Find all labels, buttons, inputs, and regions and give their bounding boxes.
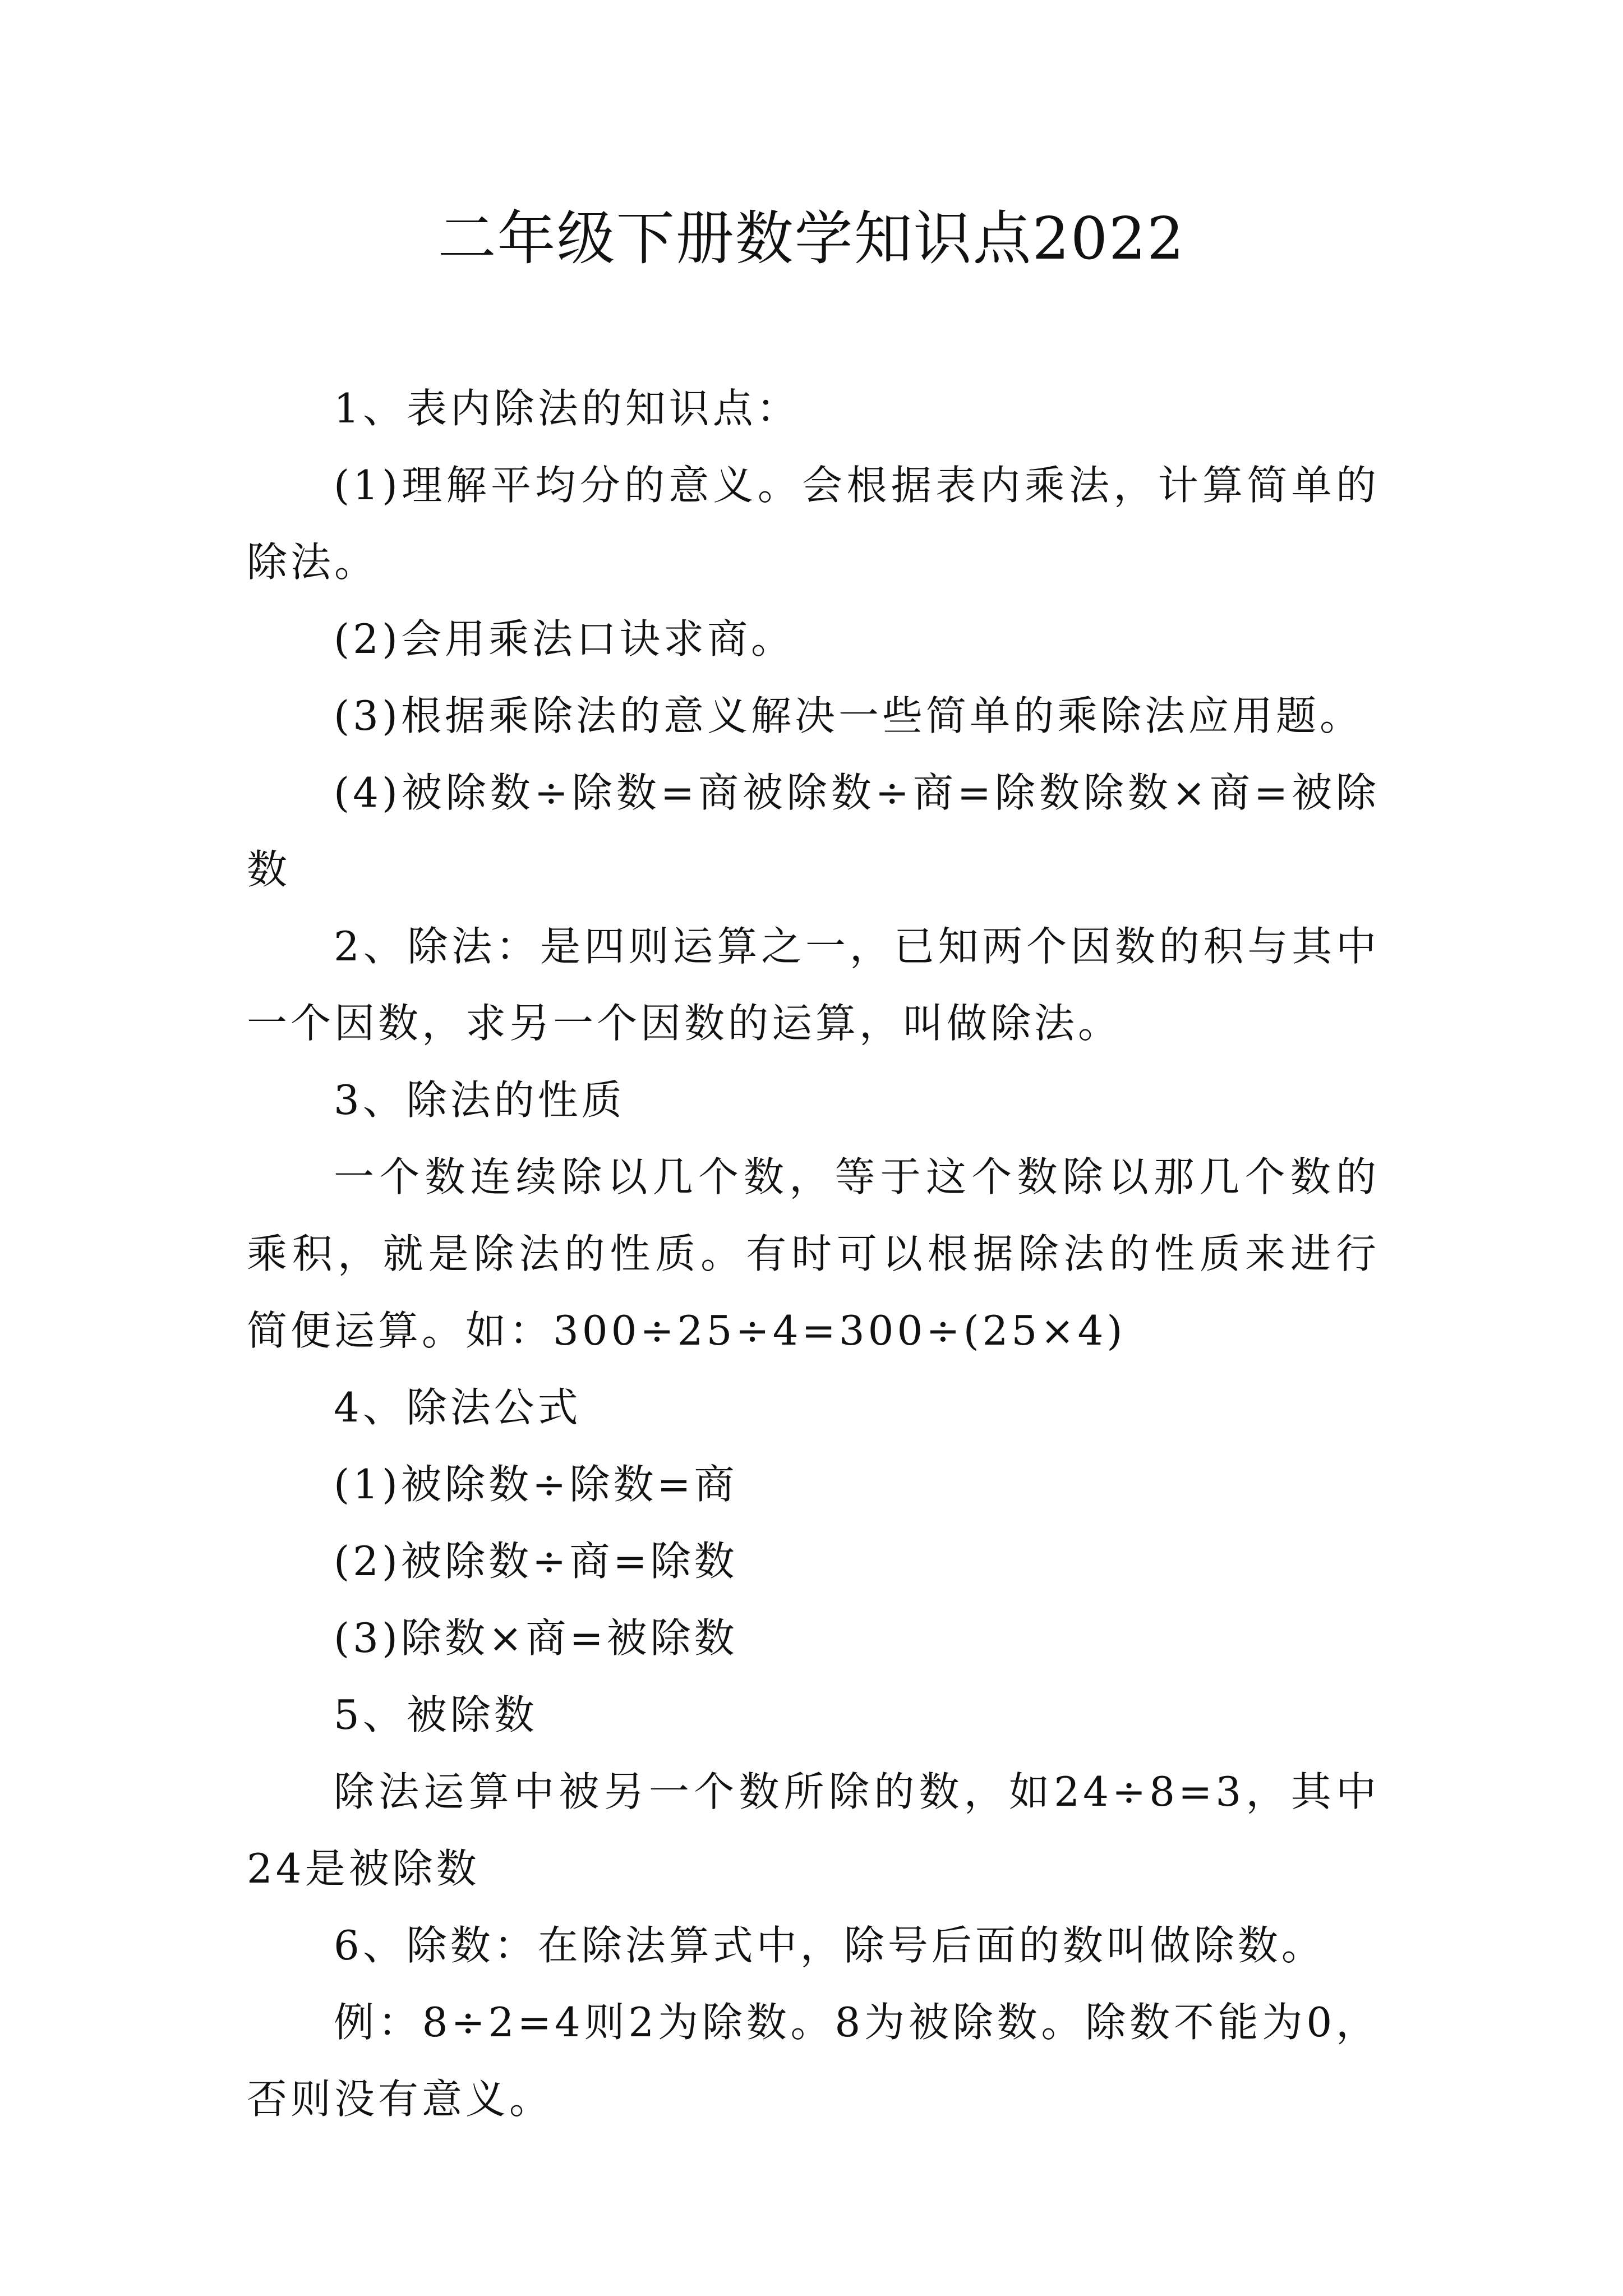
document-body <box>247 370 1380 2138</box>
paragraph-2: (1)理解平均分的意义。会根据表内乘法，计算简单的除法。 <box>247 462 1380 586</box>
paragraph-7: 3、除法的性质 <box>334 1076 625 1124</box>
paragraph-3: (2)会用乘法口诀求商。 <box>334 615 795 662</box>
paragraph-6: 2、除法：是四则运算之一，已知两个因数的积与其中一个因数，求另一个因数的运算，叫做除法。 <box>247 923 1380 1047</box>
paragraph-1: 1、表内除法的知识点： <box>334 385 800 432</box>
paragraph-12: (3)除数×商=被除数 <box>334 1614 738 1662</box>
paragraph-14: 除法运算中被另一个数所除的数，如24÷8=3，其中24是被除数 <box>247 1768 1380 1892</box>
paragraph-8: 一个数连续除以几个数，等于这个数除以那几个数的乘积，就是除法的性质。有时可以根据除法的性质来进行简便运算。如：300÷25÷4=300÷(25×4) <box>247 1153 1380 1354</box>
paragraph-4: (3)根据乘除法的意义解决一些简单的乘除法应用题。 <box>334 692 1363 739</box>
document-title: 二年级下册数学知识点2022 <box>437 204 1186 273</box>
paragraph-13: 5、被除数 <box>334 1691 538 1738</box>
paragraph-9: 4、除法公式 <box>334 1384 582 1431</box>
paragraph-15: 6、除数：在除法算式中，除号后面的数叫做除数。 <box>334 1922 1325 1969</box>
paragraph-10: (1)被除数÷除数=商 <box>334 1461 738 1508</box>
paragraph-11: (2)被除数÷商=除数 <box>334 1538 738 1585</box>
paragraph-16: 例：8÷2=4则2为除数。8为被除数。除数不能为0，否则没有意义。 <box>247 1999 1380 2123</box>
paragraph-5: (4)被除数÷除数=商被除数÷商=除数除数×商=被除数 <box>247 769 1380 893</box>
